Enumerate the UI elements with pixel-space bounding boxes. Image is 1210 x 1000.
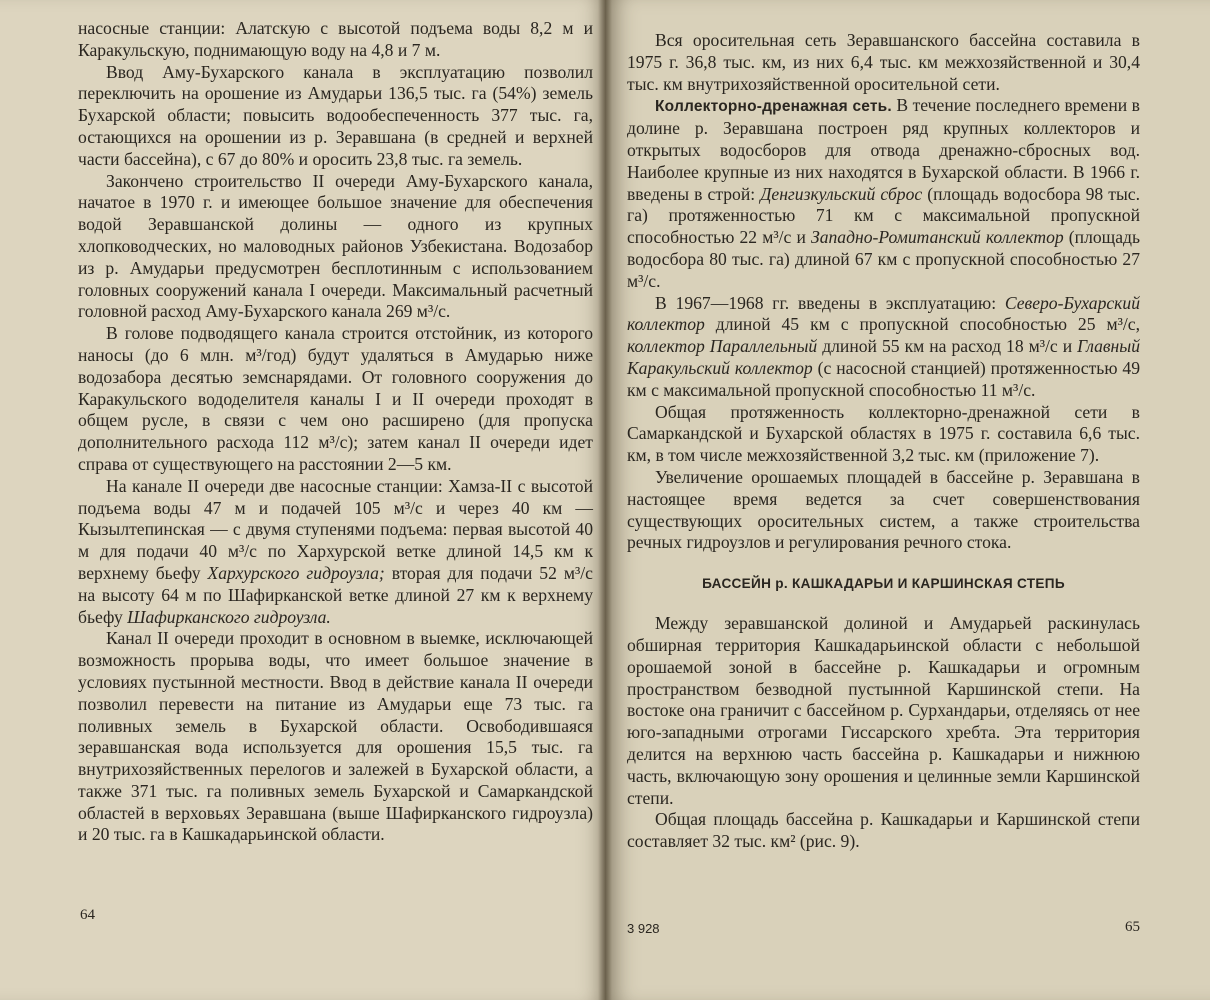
italic-term: Шафирканского гидроузла. [127, 606, 331, 627]
paragraph: В голове подводящего канала строится отстойник, из которого наносы (до 6 млн. м³/год) будут удаляться в Амударью ниже водозабора десятью земснарядами. От головного сооружения до Каракульского вододелителя каналы I и II очереди проходят в общем русле, в связи с чем оно расширено (для пропуска дополнительного расхода 112 м³/с); затем канал II очереди идет справа от существующего на расстоянии 2—5 км. [78, 323, 593, 474]
paragraph: Увеличение орошаемых площадей в бассейне р. Зеравшана в настоящее время ведется за счет совершенствования существующих оросительных систем, а также строительства речных гидроузлов и регулирования речного стока. [627, 466, 1140, 553]
paragraph: насосные станции: Алатскую с высотой подъема воды 8,2 м и Каракульскую, поднимающую воду на 4,8 и 7 м. [78, 18, 593, 60]
paragraph: Вся оросительная сеть Зеравшанского бассейна составила в 1975 г. 36,8 тыс. км, из них 6,4 тыс. км межхозяйственной и 30,4 тыс. км внутрихозяйственной оросительной сети. [627, 30, 1140, 94]
page-number: 64 [80, 907, 95, 923]
paragraph [627, 95, 1140, 292]
italic-term: Западно-Ромитанский коллектор [811, 227, 1064, 248]
printer-signature: 3 928 [627, 921, 660, 936]
page-number: 65 [1125, 919, 1140, 935]
text-run: длиной 55 км на расход 18 м³/с и [817, 336, 1078, 357]
right-page [605, 0, 1210, 1000]
paragraph [627, 293, 1140, 402]
text-run: В течение последнего времени в долине р. Зеравшана построен ряд крупных коллекторов и открытых водосборов для отвода дренажно-сбросных вод. Наиболее крупные из них находятся в Бухарской области. В 1966 г. введены в строй: [627, 95, 1140, 204]
italic-term: Хархурского гидроузла; [207, 562, 385, 583]
italic-term: Северо-Бухарский коллектор [627, 292, 1140, 335]
italic-term: Денгизкульский сброс [760, 183, 923, 204]
text-run: В 1967—1968 гг. введены в эксплуатацию: [655, 292, 1005, 313]
text-run: (с насосной станцией) протяженностью 49 км с максимальной пропускной способностью 11 м³/с. [627, 357, 1140, 400]
text-run: На канале II очереди две насосные станции: Хамза-II с высотой подъема воды 47 м и подачей 105 м³/с и через 40 км — Кызылтепинская — с двумя ступенями подъема: первая высотой 40 м для подачи 40 м³/с по Хархурской ветке длиной 14,5 км к верхнему бьефу [78, 475, 593, 583]
section-runin-heading: Коллекторно-дренажная сеть. [655, 98, 892, 116]
italic-term: Главный Каракульский коллектор [627, 336, 1140, 378]
paragraph: Общая протяженность коллекторно-дренажной сети в Самаркандской и Бухарской областях в 1975 г. составила 6,6 тыс. км, в том числе межхозяйственной 3,2 тыс. км (приложение 7). [627, 401, 1140, 466]
paragraph: Между зеравшанской долиной и Амударьей раскинулась обширная территория Кашкадарьинской области с небольшой орошаемой зоной в бассейне р. Кашкадарьи и огромным пространством безводной пустынной Каршинской степи. На востоке она граничит с бассейном р. Сурхандарьи, отделяясь от нее юго-западными отрогами Гиссарского хребта. Эта территория делится на верхнюю часть бассейна р. Кашкадарьи и нижнюю часть, включающую зону орошения и целинные земли Каршинской степи. [627, 613, 1140, 808]
section-heading: БАССЕЙН р. КАШКАДАРЬИ И КАРШИНСКАЯ СТЕПЬ [702, 576, 1065, 592]
paragraph: Закончено строительство II очереди Аму-Бухарского канала, начатое в 1970 г. и имеющее большое значение для обеспечения водой Зеравшанской долины — одного из крупных хлопководческих, но маловодных районов Узбекистана. Водозабор из р. Амударьи предусмотрен бесплотинным с использованием головных сооружений канала I очереди. Максимальный расчетный головной расход Аму-Бухарского канала 269 м³/с. [78, 170, 593, 322]
paragraph: Общая площадь бассейна р. Кашкадарьи и Каршинской степи составляет 32 тыс. км² (рис. 9). [627, 809, 1140, 852]
italic-term: коллектор Параллельный [627, 336, 818, 357]
text-run: длиной 45 км с пропускной способностью 25 м³/с, [704, 314, 1140, 335]
paragraph: Канал II очереди проходит в основном в выемке, исключающей возможность прорыва воды, что имеет большое значение в условиях пустынной местности. Ввод в действие канала II очереди позволил перевести на питание из Амударьи еще 73 тыс. га поливных земель в Бухарской области. Освободившаяся зеравшанская вода используется для орошения 15,5 тыс. га внутрихозяйственных перелогов и залежей в Бухарской области, а также 371 тыс. га поливных земель Бухарской и Самаркандской областей в верховьях Зеравшана (выше Шафирканского гидроузла) и 20 тыс. га в Кашкадарьинской области. [78, 628, 593, 845]
text-run: (площадь водосбора 80 тыс. га) длиной 67 км с пропускной способностью 27 м³/с. [627, 227, 1140, 291]
text-run: (площадь водосбора 98 тыс. га) протяженностью 71 км с максимальной пропускной способностью 22 м³/с и [627, 183, 1140, 248]
book-gutter [598, 0, 612, 1000]
text-run: вторая для подачи 52 м³/с на высоту 64 м по Шафирканской ветке длиной 27 км к верхнему бьефу [78, 562, 593, 627]
paragraph: Ввод Аму-Бухарского канала в эксплуатацию позволил переключить на орошение из Амударьи 136,5 тыс. га (54%) земель Бухарской области; повысить водообеспеченность 377 тыс. га, остающихся на орошении из р. Зеравшана (в средней и верхней части бассейна), с 67 до 80% и оросить 23,8 тыс. га земель. [78, 61, 593, 169]
paragraph [78, 476, 593, 629]
